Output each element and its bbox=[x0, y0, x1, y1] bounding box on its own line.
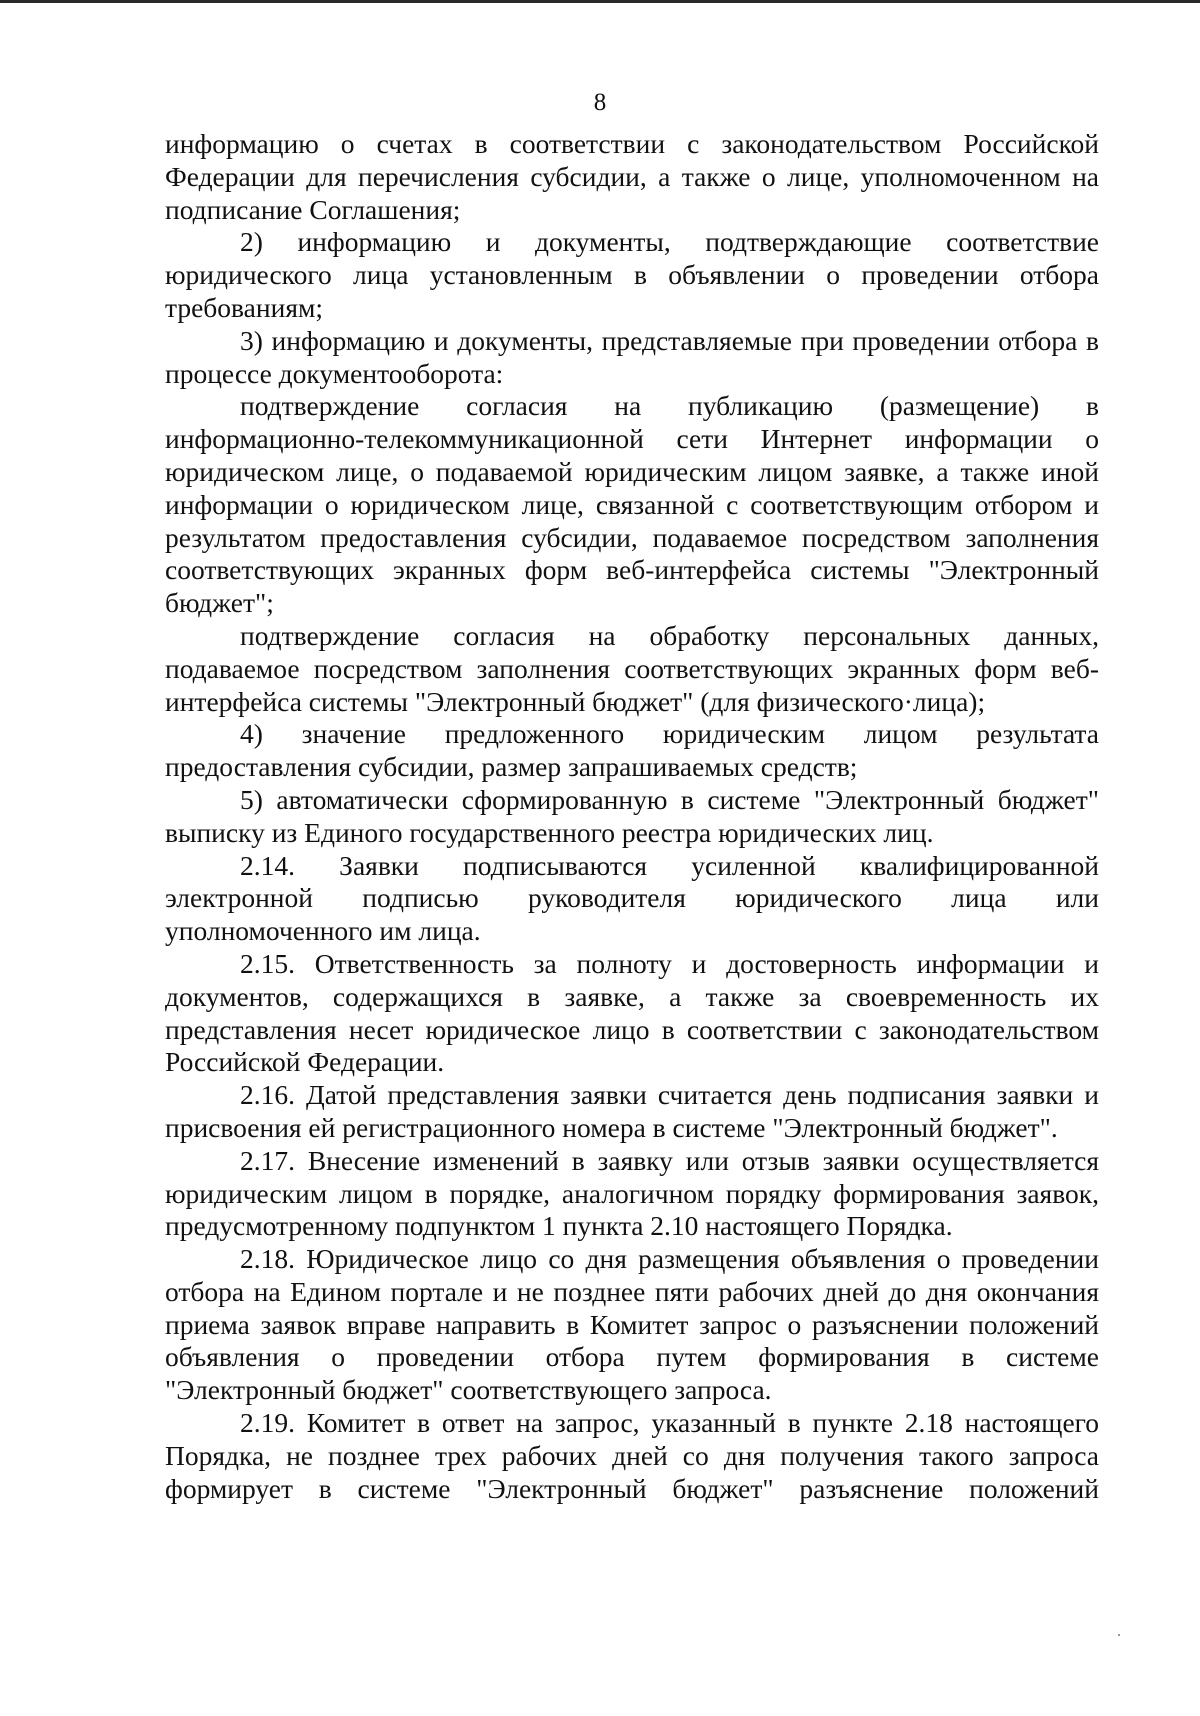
paragraph-2-19: 2.19. Комитет в ответ на запрос, указанный в пункте 2.18 настоящего Порядка, не позднее трех рабочих дней со дня получения такого запроса формирует в системе "Электронный бюджет" разъяснение положений bbox=[165, 1407, 1099, 1504]
document-body bbox=[165, 128, 1099, 1505]
paragraph-continuation: информацию о счетах в соответствии с законодательством Российской Федерации для перечисления субсидии, а также о лице, уполномоченном на подписание Соглашения; bbox=[165, 128, 1099, 225]
paragraph-item-3: 3) информацию и документы, представляемые при проведении отбора в процессе документооборота: bbox=[165, 324, 1099, 389]
paragraph-2-14: 2.14. Заявки подписываются усиленной квалифицированной электронной подписью руководителя юридического лица или уполномоченного им лица. bbox=[165, 849, 1099, 947]
scan-speck bbox=[1118, 1634, 1120, 1636]
scan-top-edge bbox=[0, 0, 1200, 3]
paragraph-item-2: 2) информацию и документы, подтверждающие соответствие юридического лица установленным в объявлении о проведении отбора требованиям; bbox=[165, 226, 1099, 323]
paragraph-consent-personal-data: подтверждение согласия на обработку персональных данных, подаваемое посредством заполнения соответствующих экранных форм веб-интерфейса системы "Электронный бюджет" (для физического·лица); bbox=[165, 619, 1099, 717]
paragraph-2-17: 2.17. Внесение изменений в заявку или отзыв заявки осуществляется юридическим лицом в порядке, аналогичном порядку формирования заявок, предусмотренному подпунктом 1 пункта 2.10 настоящего Порядка. bbox=[165, 1144, 1099, 1242]
paragraph-item-5: 5) автоматически сформированную в системе "Электронный бюджет" выписку из Единого государственного реестра юридических лиц. bbox=[165, 783, 1099, 848]
paragraph-2-15: 2.15. Ответственность за полноту и достоверность информации и документов, содержащихся в заявке, а также за своевременность их представления несет юридическое лицо в соответствии с законодательством Российской Федерации. bbox=[165, 947, 1099, 1078]
page-number: 8 bbox=[593, 89, 607, 116]
paragraph-consent-publication: подтверждение согласия на публикацию (размещение) в информационно-телекоммуникационной сети Интернет информации о юридическом лице, о подаваемой юридическим лицом заявке, а также иной информации о юридическом лице, связанной с соответствующим отбором и результатом предоставления субсидии, подаваемое посредством заполнения соответствующих экранных форм веб-интерфейса системы "Электронный бюджет"; bbox=[165, 390, 1099, 619]
paragraph-2-16: 2.16. Датой представления заявки считается день подписания заявки и присвоения ей регистрационного номера в системе "Электронный бюджет". bbox=[165, 1079, 1099, 1143]
paragraph-item-4: 4) значение предложенного юридическим лицом результата предоставления субсидии, размер запрашиваемых средств; bbox=[165, 718, 1099, 783]
paragraph-2-18: 2.18. Юридическое лицо со дня размещения объявления о проведении отбора на Едином портале и не позднее пяти рабочих дней до дня окончания приема заявок вправе направить в Комитет запрос о разъяснении положений объявления о проведении отбора путем формирования в системе "Электронный бюджет" соответствующего запроса. bbox=[165, 1243, 1099, 1406]
